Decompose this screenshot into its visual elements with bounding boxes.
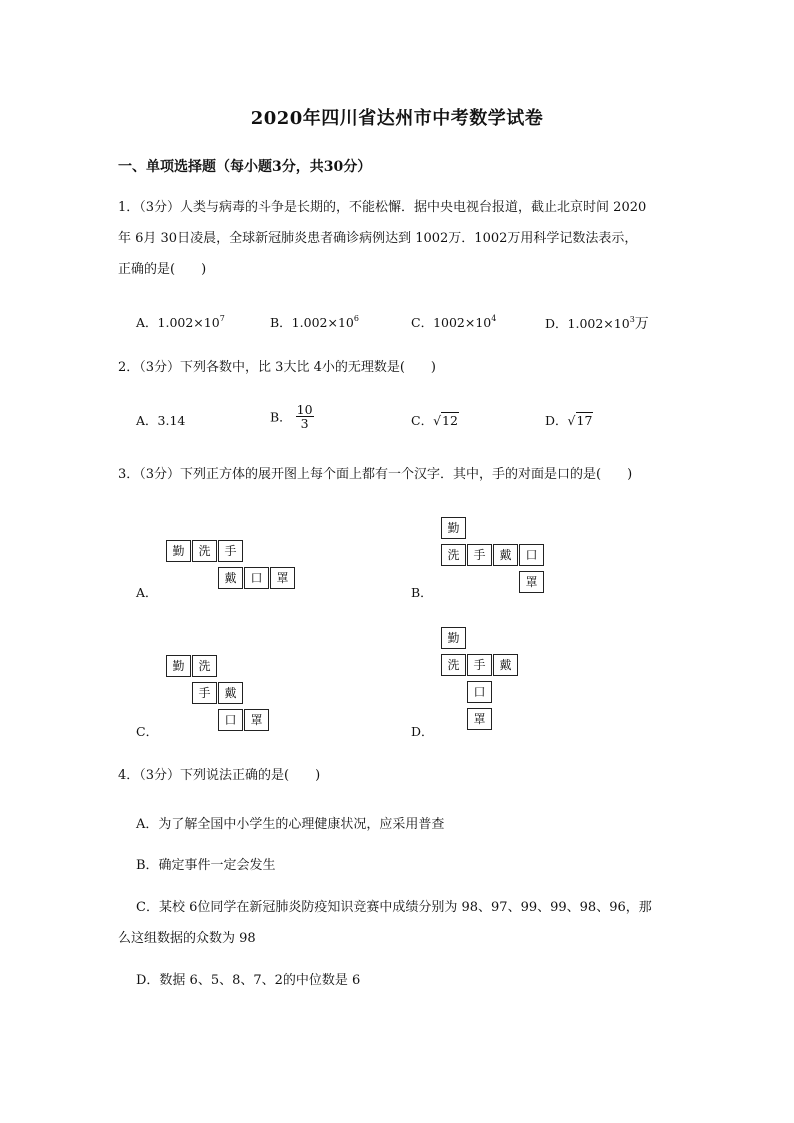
- net-face: 戴: [493, 654, 518, 676]
- question-3: 3．（3分）下列正方体的展开图上每个面上都有一个汉字．其中，手的对面是口的是( ): [118, 467, 633, 482]
- q4-option-b: B．确定事件一定会发生: [136, 858, 276, 873]
- q3-option-c-label: C．: [136, 724, 159, 739]
- net-face: 洗: [192, 540, 217, 562]
- q1-option-a-exponent: 7: [219, 314, 225, 323]
- net-face: 洗: [441, 544, 466, 566]
- question-1-line-1: 1．（3分）人类与病毒的斗争是长期的，不能松懈．据中央电视台报道，截止北京时间 2020: [118, 200, 647, 215]
- net-face: 口: [218, 709, 243, 731]
- net-face: 手: [467, 544, 492, 566]
- q1-option-d-unit: 万: [634, 316, 649, 332]
- q1-option-c: C．$1002\times 10^4$: [411, 314, 497, 330]
- q1-option-c-exponent: 4: [491, 314, 497, 323]
- question-1-line-3: 正确的是( ): [118, 262, 207, 277]
- net-face: 口: [467, 681, 492, 703]
- net-face: 罩: [244, 709, 269, 731]
- q3-option-a-label: A．: [136, 585, 158, 600]
- q4-option-c-line-2: 么这组数据的众数为 98: [118, 931, 256, 946]
- question-1: [118, 192, 678, 285]
- question-4: 4．（3分）下列说法正确的是( ): [118, 768, 321, 783]
- q4-option-a: A．为了解全国中小学生的心理健康状况，应采用普查: [136, 817, 445, 832]
- q1-option-d-exponent: 3: [629, 315, 635, 324]
- q4-option-c-line-1: C．某校 6位同学在新冠肺炎防疫知识竞赛中成绩分别为 98、97、99、99、98、96，那: [136, 900, 652, 915]
- section-heading: 一、单项选择题（每小题3分，共30分）: [118, 159, 372, 175]
- net-face: 洗: [192, 655, 217, 677]
- net-face: 戴: [218, 682, 243, 704]
- sqrt-icon: √12: [433, 413, 458, 428]
- net-face: 罩: [467, 708, 492, 730]
- net-face: 勤: [441, 517, 466, 539]
- page-title: 2020年四川省达州市中考数学试卷: [250, 108, 544, 129]
- q2-option-d: D．√17: [545, 413, 593, 428]
- q4-option-d: D．数据 6、5、8、7、2的中位数是 6: [136, 973, 361, 988]
- net-face: 戴: [218, 567, 243, 589]
- net-face: 勤: [166, 540, 191, 562]
- question-2: 2．（3分）下列各数中，比 3大比 4小的无理数是( ): [118, 360, 436, 375]
- q3-option-b-label: B．: [411, 585, 433, 600]
- q2-option-a: A．3.14: [136, 413, 186, 428]
- net-face: 罩: [270, 567, 295, 589]
- q2-option-b: B． $\frac{10}{3}$: [270, 402, 313, 431]
- net-face: 勤: [441, 627, 466, 649]
- fraction-10-3: $\frac{10}{3}$: [296, 402, 313, 431]
- net-face: 手: [467, 654, 492, 676]
- q1-option-b-exponent: 6: [353, 314, 359, 323]
- net-face: 手: [218, 540, 243, 562]
- net-face: 戴: [493, 544, 518, 566]
- q1-option-d: D．$1.002\times 10^3$万: [545, 315, 649, 332]
- q1-option-a: A．$1.002\times 10^7$: [136, 314, 225, 330]
- q2-option-c: C．√12: [411, 413, 458, 428]
- net-face: 洗: [441, 654, 466, 676]
- sqrt-icon: √17: [567, 413, 593, 428]
- net-face: 手: [192, 682, 217, 704]
- net-face: 口: [244, 567, 269, 589]
- net-face: 勤: [166, 655, 191, 677]
- net-face: 口: [519, 544, 544, 566]
- net-face: 罩: [519, 571, 544, 593]
- q1-option-b: B．$1.002\times 10^6$: [270, 314, 359, 330]
- q3-option-d-label: D．: [411, 724, 434, 739]
- question-1-line-2: 年 6月 30日凌晨，全球新冠肺炎患者确诊病例达到 1002万．1002万用科学记数法表示，: [118, 231, 638, 246]
